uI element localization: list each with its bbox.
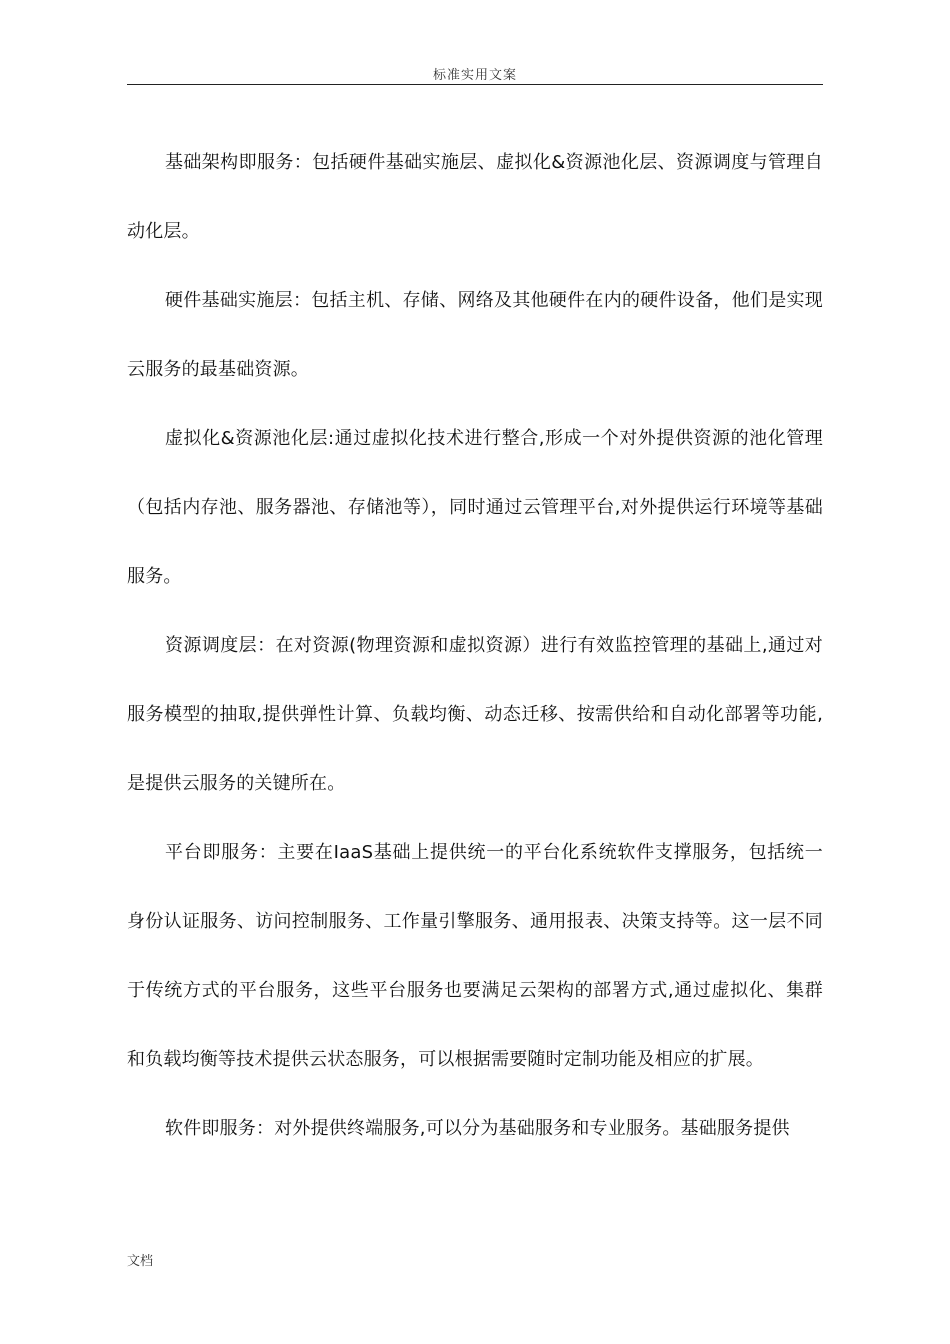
paragraph-saas: 软件即服务：对外提供终端服务,可以分为基础服务和专业服务。基础服务提供 [165, 1118, 790, 1139]
paragraph-iaas: 基础架构即服务：包括硬件基础实施层、虚拟化&资源池化层、资源调度与管理自动化层。 [127, 152, 823, 242]
header-rule [127, 84, 823, 85]
paragraph-scheduling-layer: 资源调度层：在对资源(物理资源和虚拟资源）进行有效监控管理的基础上,通过对服务模型的抽取,提供弹性计算、负载均衡、动态迁移、按需供给和自动化部署等功能,是提供云服务的关键所在。 [127, 635, 823, 794]
page-footer: 文档 [127, 1254, 154, 1269]
paragraph-hardware-layer: 硬件基础实施层：包括主机、存储、网络及其他硬件在内的硬件设备，他们是实现云服务的最基础资源。 [127, 290, 823, 380]
page-header: 标准实用文案 [432, 68, 517, 83]
paragraph-virtualization-layer: 虚拟化&资源池化层:通过虚拟化技术进行整合,形成一个对外提供资源的池化管理（包括内存池、服务器池、存储池等），同时通过云管理平台,对外提供运行环境等基础服务。 [127, 428, 823, 587]
paragraph-paas: 平台即服务：主要在IaaS基础上提供统一的平台化系统软件支撑服务，包括统一身份认证服务、访问控制服务、工作量引擎服务、通用报表、决策支持等。这一层不同于传统方式的平台服务，这些平台服务也要满足云架构的部署方式,通过虚拟化、集群和负载均衡等技术提供云状态服务，可以根据需要随时定制功能及相应的扩展。 [127, 842, 823, 1070]
document-body [127, 128, 823, 1163]
